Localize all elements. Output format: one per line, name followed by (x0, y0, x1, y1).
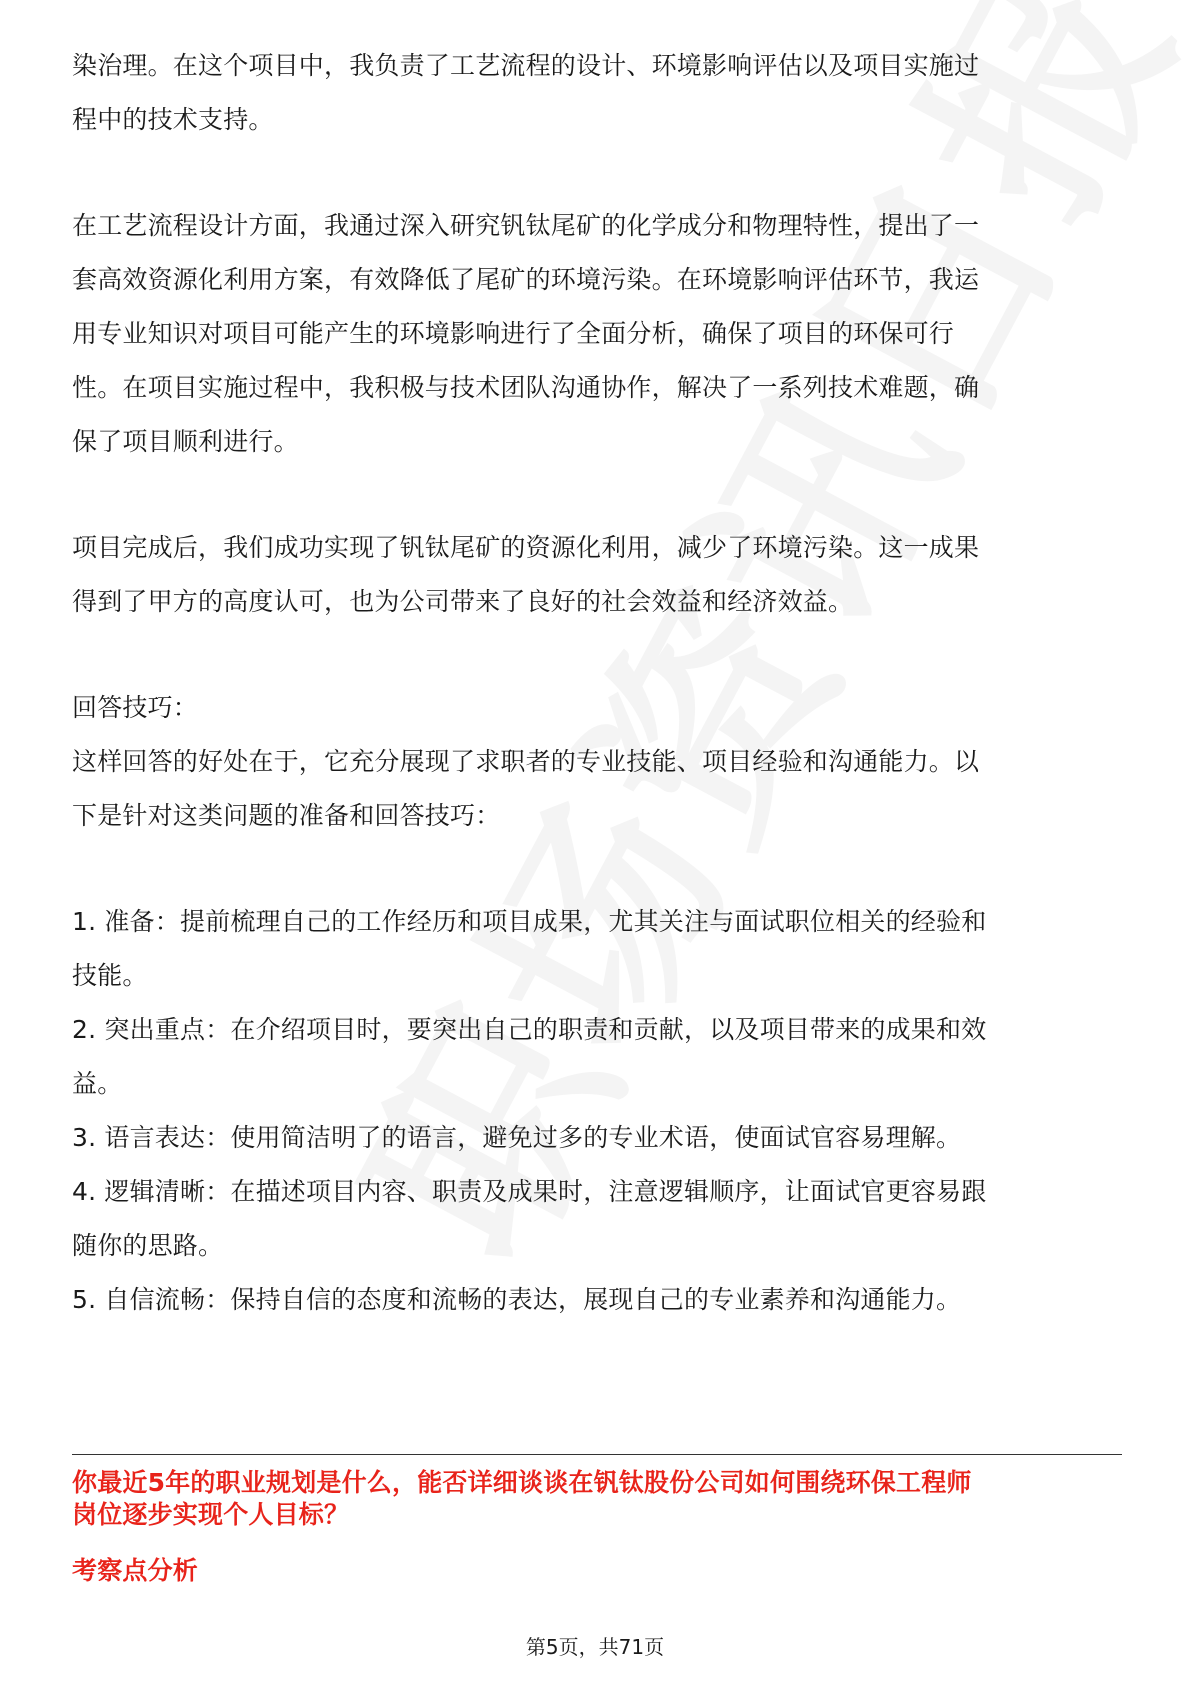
list-item: 1. 准备：提前梳理自己的工作经历和项目成果，尤其关注与面试职位相关的经验和 (72, 907, 987, 936)
list-item-continued: 益。 (72, 1069, 123, 1098)
text-line: 保了项目顺利进行。 (72, 427, 299, 456)
text-line: 得到了甲方的高度认可，也为公司带来了良好的社会效益和经济效益。 (72, 587, 854, 616)
question-heading-continued: 岗位逐步实现个人目标？ (72, 1500, 350, 1529)
question-heading: 你最近5年的职业规划是什么，能否详细谈谈在钒钛股份公司如何围绕环保工程师 (72, 1468, 972, 1497)
text-line: 下是针对这类问题的准备和回答技巧： (72, 801, 501, 830)
list-item-continued: 技能。 (72, 961, 148, 990)
section-divider (72, 1454, 1122, 1455)
list-item: 2. 突出重点：在介绍项目时，要突出自己的职责和贡献，以及项目带来的成果和效 (72, 1015, 987, 1044)
list-item: 3. 语言表达：使用简洁明了的语言，避免过多的专业术语，使面试官容易理解。 (72, 1123, 962, 1152)
analysis-heading: 考察点分析 (72, 1556, 199, 1585)
tips-heading: 回答技巧： (72, 693, 199, 722)
list-item-continued: 随你的思路。 (72, 1231, 224, 1260)
text-line: 套高效资源化利用方案，有效降低了尾矿的环境污染。在环境影响评估环节，我运 (72, 265, 980, 294)
text-line: 在工艺流程设计方面，我通过深入研究钒钛尾矿的化学成分和物理特性，提出了一 (72, 211, 980, 240)
text-line: 这样回答的好处在于，它充分展现了求职者的专业技能、项目经验和沟通能力。以 (72, 747, 980, 776)
text-line: 用专业知识对项目可能产生的环境影响进行了全面分析，确保了项目的环保可行 (72, 319, 955, 348)
text-line: 程中的技术支持。 (72, 105, 274, 134)
list-item: 5. 自信流畅：保持自信的态度和流畅的表达，展现自己的专业素养和沟通能力。 (72, 1285, 962, 1314)
text-line: 性。在项目实施过程中，我积极与技术团队沟通协作，解决了一系列技术难题，确 (72, 373, 980, 402)
list-item: 4. 逻辑清晰：在描述项目内容、职责及成果时，注意逻辑顺序，让面试官更容易跟 (72, 1177, 987, 1206)
page-content (72, 0, 1122, 1684)
text-line: 项目完成后，我们成功实现了钒钛尾矿的资源化利用，减少了环境污染。这一成果 (72, 533, 980, 562)
page-number: 第5页，共71页 (525, 1635, 665, 1659)
text-line: 染治理。在这个项目中，我负责了工艺流程的设计、环境影响评估以及项目实施过 (72, 51, 980, 80)
